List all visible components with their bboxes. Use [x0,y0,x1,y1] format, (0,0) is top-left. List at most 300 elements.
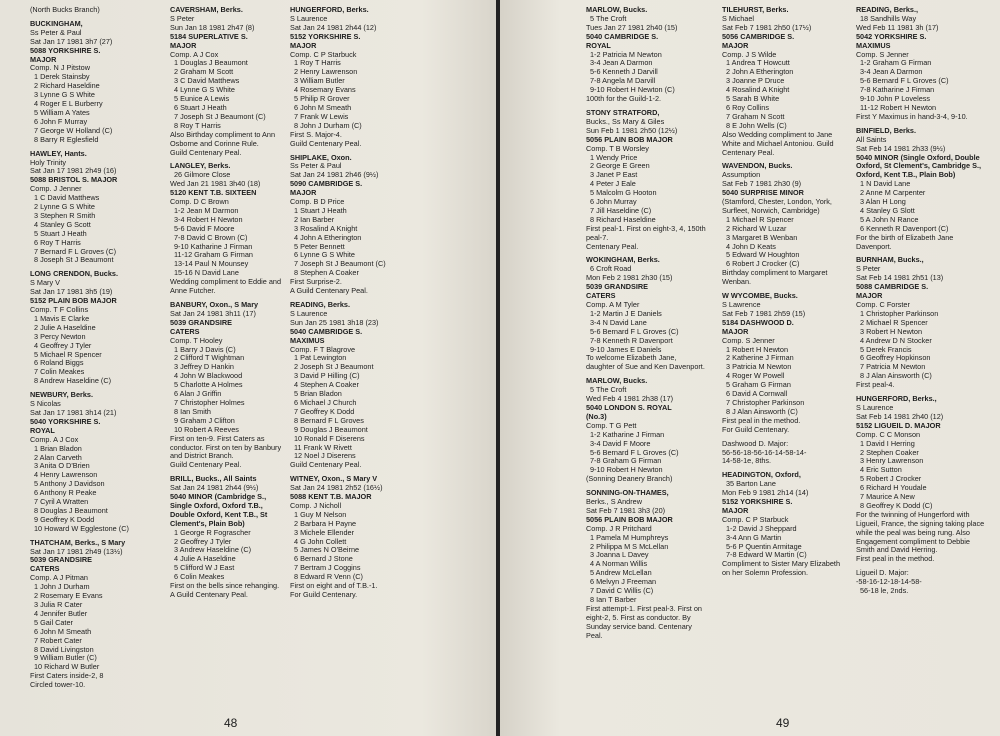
peal-line: Comp. B D Price [290,197,345,207]
peal-line: Sat Jan 24 1981 2h46 (9½) [290,170,379,180]
peal-line: Sun Feb 1 1981 2h50 (12½) [586,125,678,135]
peal-line: First Caters inside-2, 8 [30,671,104,681]
peal-line: 18 Sandhills Way [860,13,917,23]
peal-line: 5152 YORKSHIRE S. [290,31,361,41]
peal-line: 5 Anthony J Davidson [34,479,105,489]
peal-line: Comp. T F Collins [30,305,89,314]
peal-line: 1-2 Martin J E Daniels [590,308,662,318]
peal-line: 11 Frank W Rivett [294,442,352,452]
peal-entry [586,377,706,484]
peal-line: 8 David Livingston [34,644,94,654]
peal-line: Assumption [722,170,761,180]
peal-line: 14-58-1e, 8ths. [722,456,772,466]
peal-line: 2 Henry Lawrenson [294,67,358,77]
peal-line: 5088 KENT T.B. MAJOR [290,492,372,502]
peal-entry [170,301,282,470]
peal-line: S Laurence [290,308,328,318]
peal-entry [170,475,282,600]
peal-line: Guild Centenary Peal. [290,138,362,148]
peal-line: 4 Rosemary Evans [294,85,356,95]
peal-line: Sat Feb 7 1981 2h30 (9) [722,179,802,189]
peal-line: Ligueil D. Major: [856,568,909,578]
peal-line: Compliment to Sister Mary Elizabeth on her Solemn Profession. [722,559,841,578]
peal-line: LONG CRENDON, Bucks. [30,269,118,279]
peal-line: 5120 KENT T.B. SIXTEEN [170,188,257,198]
peal-line: 3 Jeffrey D Hankin [174,362,234,372]
peal-line: 7-8 Katharine J Firman [860,85,935,95]
peal-line: 2 Richard Haseldine [34,81,100,91]
peal-line: 2 Ian Barber [294,214,335,224]
peal-line: S Laurence [290,13,328,23]
peal-line: 3 Joanne P Druce [726,76,785,86]
peal-line: For Guild Centenary. [722,424,790,434]
peal-line: 5039 GRANDSIRE [30,555,93,565]
peal-line: MARLOW, Bucks. [586,376,648,386]
peal-line: Comp. S Jenner [856,49,909,59]
peal-line: 6 Roy Collins [726,102,769,112]
peal-line: 6 Lynne G S White [294,250,355,260]
peal-line: 7 David C Willis (C) [590,586,654,596]
peal-line: Comp. T G Pett [586,420,637,430]
peal-line: 10 Richard W Butler [34,662,100,672]
peal-entry [722,440,844,467]
peal-line: First on eight and of T.B.-1. [290,581,378,591]
peal-line: HEADINGTON, Oxford, [722,470,801,480]
peal-line: A Guild Centenary Peal. [290,286,368,296]
peal-line: S Peter [856,264,881,274]
peal-line: 7 Graham N Scott [726,111,785,121]
peal-line: BRILL, Bucks., All Saints [170,474,257,484]
peal-line: Circled tower-10. [30,680,86,690]
peal-line: 5 Gail Cater [34,617,73,627]
peal-line: 1-2 David J Sheppard [726,523,797,533]
peal-line: Mon Feb 2 1981 2h30 (15) [586,273,673,283]
peal-line: 3 Percy Newton [34,331,86,341]
peal-line: 6 John M Smeath [34,626,92,636]
peal-line: 8 Barry R Eglesfield [34,134,99,144]
peal-line: 3 Andrew Haseldine (C) [174,545,252,555]
peal-line: 9 Graham J Clifton [174,415,235,425]
peal-line: 5184 SUPERLATIVE S. [170,31,248,41]
peal-line: Sat Feb 14 1981 2h33 (9½) [856,143,946,153]
peal-line: 5152 LIGUEIL D. MAJOR [856,420,941,430]
peal-line: 7 Cyril A Wratten [34,497,89,507]
peal-line: 9-10 John P Loveless [860,94,931,104]
peal-line: Ss Peter & Paul [290,161,342,171]
peal-line: MAJOR [170,40,197,50]
peal-line: 3 Michele Ellender [294,527,355,537]
peal-line: 3-4 Jean A Darmon [590,58,653,68]
peal-line: Tues Jan 27 1981 2h40 (15) [586,22,678,32]
peal-line: MAJOR [722,326,749,336]
peal-line: 5-6 Kenneth J Darvill [590,67,658,77]
peal-line: 5 Peter Bennett [294,241,345,251]
peal-line: 3 Janet P East [590,170,638,180]
peal-line: S Nicolas [30,399,61,409]
peal-entry [290,301,412,470]
peal-entry [290,154,412,297]
peal-line: 5 Robert J Crocker [860,474,922,484]
peal-line: 11-12 Graham G Firman [174,250,253,260]
peal-line: 5056 CAMBRIDGE S. [722,31,795,41]
peal-line: (North Bucks Branch) [30,5,100,14]
peal-line: 10 Ronald F Diserens [294,433,365,443]
peal-line: 6 John M Smeath [294,102,352,112]
peal-line: 2 Joseph St J Beaumont [294,362,374,372]
peal-line: Comp. A J Cox [170,49,219,59]
peal-line: 1 Pamela M Humphreys [590,532,669,542]
peal-line: Sun Jan 18 1981 2h47 (8) [170,22,255,32]
peal-line: Dashwood D. Major: [722,438,789,448]
peal-line: S Michael [722,13,755,23]
peal-line: BUCKINGHAM, [30,18,83,28]
peal-entry [586,6,706,104]
peal-line: 3 Margaret B Wenban [726,232,798,242]
right-column-2 [722,6,844,583]
peal-line: MAJOR [290,40,317,50]
peal-line: For Guild Centenary. [290,590,358,599]
peal-line: 1 Roy T Harris [294,58,341,68]
peal-line: CATERS [170,326,200,336]
peal-line: 5039 GRANDSIRE [170,317,233,327]
peal-line: 4 Jennifer Butler [34,608,88,618]
peal-entry [30,20,162,145]
peal-line: (Stamford, Chester, London, York, Surfleet, Norwich, Cambridge) [722,197,832,215]
peal-line: 13-14 Paul N Mounsey [174,259,249,269]
peal-line: 2 Rosemary E Evans [34,591,103,601]
peal-line: 5 Clifford W J East [174,563,235,573]
peal-line: 2 Julie A Haseldine [34,322,96,332]
peal-entry [30,270,162,386]
peal-line: 26 Gilmore Close [174,170,231,180]
peal-line: 7 Bertram J Coggins [294,563,361,573]
peal-line: 4 Stanley G Slott [860,205,915,215]
peal-line: 8 Edward R Venn (C) [294,572,363,582]
peal-line: 2 Barbara H Payne [294,518,357,528]
peal-line: 3 Patricia M Newton [726,362,792,372]
peal-line: 56-56-18-56-16-14-58-14- [722,447,807,457]
peal-line: 1 Douglas J Beaumont [174,58,248,68]
peal-line: 2 Lynne G S White [34,202,95,212]
peal-line: 4 Stephen A Coaker [294,380,359,390]
page-number-left: 48 [224,716,238,730]
peal-line: 8 Ian Smith [174,406,211,416]
peal-line: Holy Trinity [30,157,67,167]
left-column-3 [290,6,412,605]
peal-line: 5-6 P Quentin Armitage [726,541,802,551]
peal-line: 6 Melvyn J Freeman [590,577,657,587]
peal-line: MAJOR [722,40,749,50]
peal-line: WAVENDON, Bucks. [722,161,793,171]
peal-line: Comp. A M Tyler [586,300,640,309]
peal-line: 4 John W Blackwood [174,371,243,381]
peal-line: BURNHAM, Bucks., [856,255,924,265]
peal-line: 8 Bernard F L Groves [294,415,364,425]
peal-line: 7 Joseph St J Beaumont (C) [294,259,386,269]
peal-line: Sat Feb 7 1981 2h59 (15) [722,308,806,318]
peal-line: 2 John A Etherington [726,67,794,77]
peal-line: 4 Rosalind A Knight [726,85,790,95]
peal-line: 6 Richard H Youdale [860,483,927,493]
peal-line: 9 Geoffrey K Dodd [34,514,95,524]
peal-line: ROYAL [586,40,611,50]
peal-line: 5 Charlotte A Holmes [174,380,243,390]
peal-line: Comp. J Nicholl [290,500,342,510]
peal-line: 1 Robert H Newton [726,344,789,354]
peal-line: 6 John Murray [590,197,637,207]
peal-line: 9-10 Robert H Newton [590,465,663,475]
peal-line: SHIPLAKE, Oxon. [290,152,352,162]
peal-line: 2 Richard W Luzar [726,223,787,233]
peal-line: MAJOR [856,291,883,301]
peal-line: 4 Eric Sutton [860,465,902,475]
peal-line: WITNEY, Oxon., S Mary V [290,474,378,484]
peal-line: 7 Colin Meakes [34,367,85,377]
peal-line: 1 Michael R Spencer [726,214,794,224]
peal-line: Guild Centenary Peal. [170,460,242,470]
peal-line: 5088 YORKSHIRE S. [30,45,101,55]
peal-line: 5 Malcolm G Hooton [590,188,657,198]
peal-line: 5-6 Bernard F L Groves (C) [860,76,949,86]
peal-line: 5040 MINOR (Single Oxford, Double Oxford, St Clement's, Cambridge S., Oxford, Kent T.B., Plain Bob) [856,152,981,180]
peal-line: 7 Christopher Holmes [174,397,245,407]
peal-line: 3 David P Hilling (C) [294,371,360,381]
peal-line: 2 Geoffrey J Tyler [174,536,232,546]
peal-line: 6 Colin Meakes [174,572,225,582]
peal-line: 6 Geoffrey Hopkinson [860,353,931,363]
peal-line: 2 George E Green [590,161,650,171]
peal-line: 8 Joseph St J Beaumont [34,255,114,265]
peal-line: 4 A Norman Willis [590,559,648,569]
peal-line: 1 Brian Bladon [34,443,82,453]
peal-entry [30,539,162,690]
peal-line: Comp. J S Wilde [722,49,777,59]
peal-line: Comp. F T Blagrove [290,344,356,354]
peal-entry [722,162,844,287]
peal-line: 4 Stanley G Scott [34,219,91,229]
peal-line: 7 George W Holland (C) [34,125,113,135]
peal-entry [170,162,282,296]
peal-line: Sat Jan 17 1981 3h14 (21) [30,407,117,417]
page-number-right: 49 [776,716,790,730]
peal-line: BINFIELD, Berks. [856,125,917,135]
peal-line: CATERS [586,291,616,301]
peal-line: Sat Jan 17 1981 3h5 (19) [30,287,113,297]
peal-line: S Peter [170,13,195,23]
peal-line: 7 Frank W Lewis [294,111,349,121]
peal-line: MAXIMUS [290,335,325,345]
peal-entry [722,292,844,435]
peal-line: 3-4 Jean A Darmon [860,67,923,77]
peal-line: Comp. T B Worsley [586,143,649,153]
peal-line: 8 Roy T Harris [174,120,221,130]
peal-line: 100th for the Guild-1-2. [586,94,662,104]
peal-line: 5 Stuart J Heath [34,228,87,238]
peal-line: 1 George R Fograscher [174,527,251,537]
peal-line: 1 David I Herring [860,438,915,448]
peal-line: 1 John J Durham [34,582,90,592]
peal-line: First peal-4. [856,380,895,390]
peal-line: Wed Feb 11 1981 3h (17) [856,22,939,32]
peal-line: MAJOR [290,188,317,198]
peal-line: 5040 SURPRISE MINOR [722,188,804,198]
peal-line: Ss Peter & Paul [30,27,82,37]
peal-line: 2 Clifford T Wightman [174,353,245,363]
peal-line: CATERS [30,564,60,574]
peal-line: Centenary Peal. [586,241,639,251]
peal-line: 12 Noel J Diserens [294,451,356,461]
peal-line: 5090 CAMBRIDGE S. [290,179,363,189]
peal-line: 5056 PLAIN BOB MAJOR [586,514,673,524]
peal-line: 2 Michael R Spencer [860,317,928,327]
peal-line: For the twinning of Hungerford with Ligueil, France, the signing taking place while the peal was being rung. Also Engagement compliment to Debbie Smith and David Herring. [856,509,985,555]
peal-line: Sun Jan 25 1981 3h18 (23) [290,317,379,327]
peal-line: 5 William A Yates [34,107,90,117]
peal-line: 7 Bernard F L Groves (C) [34,246,117,256]
peal-line: 8 Douglas J Beaumont [34,505,108,515]
peal-line: For the birth of Elizabeth Jane Davenport. [856,232,954,251]
peal-entry [30,150,162,266]
peal-line: 6 Anthony R Peake [34,488,97,498]
peal-line: 5040 LONDON S. ROYAL [586,402,672,412]
peal-line: 3 C David Matthews [174,76,240,86]
peal-line: 1-2 Patricia M Newton [590,49,662,59]
peal-line: All Saints [856,134,887,144]
peal-line: 4 John D Keats [726,241,776,251]
peal-line: 7 Joseph St J Beaumont (C) [174,111,266,121]
peal-line: 5 Brian Bladon [294,389,342,399]
peal-line: Also Wedding compliment to Jane White and Michael Antoniou. Guild Centenary Peal. [722,129,834,157]
peal-line: 5 Eunice A Lewis [174,94,230,104]
left-page [0,0,496,736]
peal-line: MAJOR [30,54,57,64]
peal-line: First Y Maximus in hand-3-4, 9-10. [856,111,968,121]
peal-line: NEWBURY, Berks. [30,390,93,400]
peal-line: 35 Barton Lane [726,479,776,489]
peal-entry [586,489,706,640]
peal-line: 1 Barry J Davis (C) [174,344,236,354]
peal-line: 5-6 David F Moore [174,223,235,233]
peal-line: First peal in the method. [856,554,935,564]
peal-line: First Surprise-2. [290,277,342,287]
peal-line: LANGLEY, Berks. [170,161,231,171]
peal-line: 4 Henry Lawrenson [34,470,98,480]
peal-line: 5 Sarah B White [726,94,780,104]
peal-line: MAJOR [722,505,749,515]
peal-line: 56-18 le, 2nds. [860,586,909,596]
peal-line: 6 Stuart J Heath [174,102,227,112]
peal-line: 5040 CAMBRIDGE S. [290,326,363,336]
peal-line: 5 Edward W Houghton [726,250,800,260]
peal-line: First on ten-9. First Caters as conductor. First on ten by Banbury and District Branch. [170,433,282,461]
peal-line: Comp. C P Starbuck [722,514,789,524]
peal-line: 5 A John N Rance [860,214,919,224]
peal-line: 3-4 David F Moore [590,438,651,448]
peal-line: 1 Derek Stainsby [34,72,90,82]
peal-line: Birthday compliment to Margaret Wenban. [722,268,828,287]
peal-line: Sat Jan 24 1981 3h11 (17) [170,308,256,318]
peal-line: 9-10 Robert H Newton (C) [590,85,675,95]
peal-entry [290,475,412,600]
peal-line: 9 Douglas J Beaumont [294,424,368,434]
peal-line: 10 Robert A Reeves [174,424,239,434]
peal-line: MAXIMUS [856,40,891,50]
peal-line: 8 Andrew Haseldine (C) [34,376,112,386]
peal-line: 3 Robert H Newton [860,326,923,336]
peal-line: 6 Roland Biggs [34,358,84,368]
peal-line: Berks., S Andrew [586,497,642,507]
peal-line: 7-8 Kenneth R Davenport [590,335,673,345]
peal-line: To welcome Elizabeth Jane, daughter of Sue and Ken Davenport. [586,353,705,372]
peal-line: 4 Peter J Eale [590,179,636,189]
peal-line: 5042 YORKSHIRE S. [856,31,927,41]
peal-line: First S. Major-4. [290,129,342,139]
right-page [500,0,1000,736]
peal-entry [722,471,844,578]
peal-entry [722,6,844,157]
peal-line: Comp. D C Brown [170,197,229,207]
peal-line: 7 Christopher Parkinson [726,397,805,407]
peal-line: 2 Alan Carveth [34,452,82,462]
peal-line: 6 Bernard J Stone [294,554,353,564]
peal-line: 8 Ian T Barber [590,595,637,604]
peal-line: Comp. C Forster [856,300,910,309]
peal-line: Sat Jan 17 1981 2h49 (13½) [30,546,123,556]
peal-line: 9 William Butler (C) [34,653,97,663]
peal-line: S Lawrence [722,300,761,309]
peal-line: 3 Henry Lawrenson [860,456,924,466]
peal-line: 6 Robert J Crocker (C) [726,259,800,269]
peal-line: Comp. S Jenner [722,335,775,345]
peal-line: ROYAL [30,425,55,435]
peal-line: Guild Centenary Peal. [290,460,362,470]
peal-line: Sat Feb 7 1981 2h50 (17½) [722,22,812,32]
peal-line: 3 Lynne G S White [34,90,95,100]
peal-entry [856,395,990,564]
peal-line: Wedding compliment to Eddie and Anne Futcher. [170,277,282,296]
peal-line: 4 Roger W Powell [726,371,785,381]
peal-line: SONNING-ON-THAMES, [586,488,669,498]
peal-line: -58-16-12-18-14-58- [856,577,922,587]
peal-line: 10 Howard W Egglestone (C) [34,523,129,533]
peal-line: Sat Feb 14 1981 2h40 (12) [856,411,944,421]
peal-entry [290,6,412,149]
peal-line: BANBURY, Oxon., S Mary [170,300,259,309]
peal-line: Mon Feb 9 1981 2h14 (14) [722,488,809,498]
peal-line: A Guild Centenary Peal. [170,590,248,599]
peal-line: 3 Stephen R Smith [34,210,96,220]
peal-line: First peal in the method. [722,415,801,425]
peal-line: 3-4 Ann G Martin [726,532,782,542]
peal-line: 8 John J Durham (C) [294,120,362,130]
peal-line: 3 Julia R Cater [34,600,83,609]
peal-line: 8 E John Wells (C) [726,120,787,130]
peal-line: S Laurence [856,402,894,412]
peal-line: 7 Jill Haseldine (C) [590,205,652,215]
peal-line: 1 Wendy Price [590,152,638,162]
peal-line: 7-8 Edward W Martin (C) [726,550,807,560]
peal-line: WOKINGHAM, Berks. [586,255,660,265]
peal-line: 6 Michael J Church [294,397,357,407]
peal-line: 5088 CAMBRIDGE S. [856,282,929,292]
peal-line: 9-10 Katharine J Firman [174,241,253,251]
peal-entry [30,391,162,534]
peal-line: 6 Croft Road [590,264,632,274]
peal-line: First peal-1. First on eight-3, 4, 150th peal-7. [586,223,706,242]
peal-line: 8 J Alan Ainsworth (C) [726,406,798,416]
peal-line: 5-6 Bernard F L Groves (C) [590,447,679,457]
peal-line: 3-4 Robert H Newton [174,214,243,224]
